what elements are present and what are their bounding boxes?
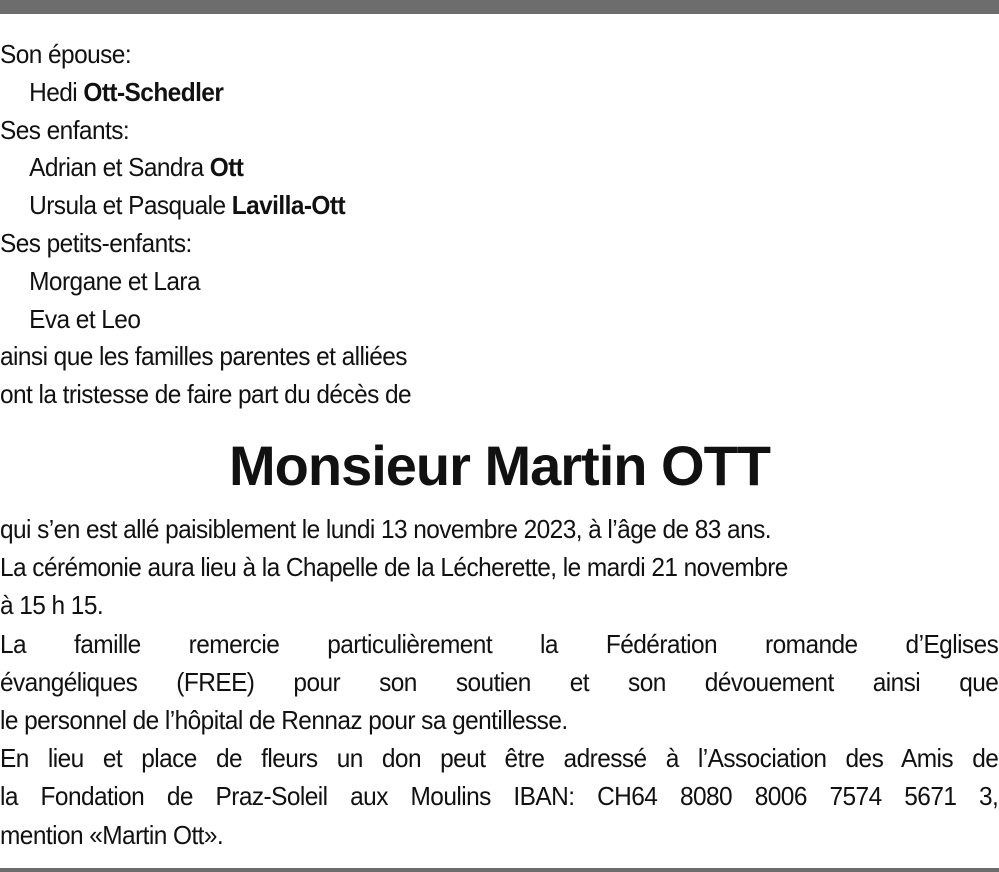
- body-line-2: La cérémonie aura lieu à la Chapelle de la Lécherette, le mardi 21 novembre: [0, 552, 788, 583]
- child-1-first-names: Adrian et Sandra: [29, 152, 204, 183]
- body-line-8: la Fondation de Praz-Soleil aux Moulins IBAN: CH64 8080 8006 7574 5671 3,: [0, 781, 999, 812]
- spouse-name: [0, 74, 998, 112]
- body-line-1: qui s’en est allé paisiblement le lundi 13 novembre 2023, à l’âge de 83 ans.: [0, 514, 771, 544]
- relatives-text: ainsi que les familles parentes et alliées: [0, 341, 407, 372]
- top-divider: [0, 0, 999, 14]
- announcement-text: ont la tristesse de faire part du décès de: [0, 379, 412, 410]
- child-2-last-name: Lavilla-Ott: [231, 190, 346, 221]
- child-1-last-name: Ott: [209, 152, 244, 183]
- deceased-name: Monsieur Martin OTT: [229, 434, 770, 497]
- obituary-body: [0, 510, 998, 854]
- child-2-name: [0, 187, 998, 225]
- grandchildren-heading: Ses petits-enfants:: [0, 227, 192, 258]
- family-list: [0, 36, 998, 414]
- spouse-last-name: Ott-Schedler: [83, 76, 224, 107]
- grandchildren-1: Morgane et Lara: [29, 265, 201, 296]
- body-line-6: le personnel de l’hôpital de Rennaz pour sa gentillesse.: [0, 705, 568, 736]
- body-line-7: En lieu et place de fleurs un don peut être adressé à l’Association des Amis de: [0, 743, 999, 774]
- body-line-3: à 15 h 15.: [0, 590, 104, 621]
- body-line-5: évangéliques (FREE) pour son soutien et son dévouement ainsi que: [0, 666, 999, 697]
- child-1-name: [0, 149, 998, 187]
- spouse-first-name: Hedi: [29, 76, 78, 107]
- body-line-4: La famille remercie particulièrement la Fédération romande d’Eglises: [0, 628, 999, 659]
- bottom-divider: [0, 868, 999, 872]
- children-heading: Ses enfants:: [0, 114, 130, 145]
- child-2-first-names: Ursula et Pasquale: [29, 190, 226, 221]
- grandchildren-2: Eva et Leo: [29, 303, 141, 334]
- spouse-heading: Son épouse:: [0, 39, 132, 69]
- body-line-9: mention «Martin Ott».: [0, 819, 224, 850]
